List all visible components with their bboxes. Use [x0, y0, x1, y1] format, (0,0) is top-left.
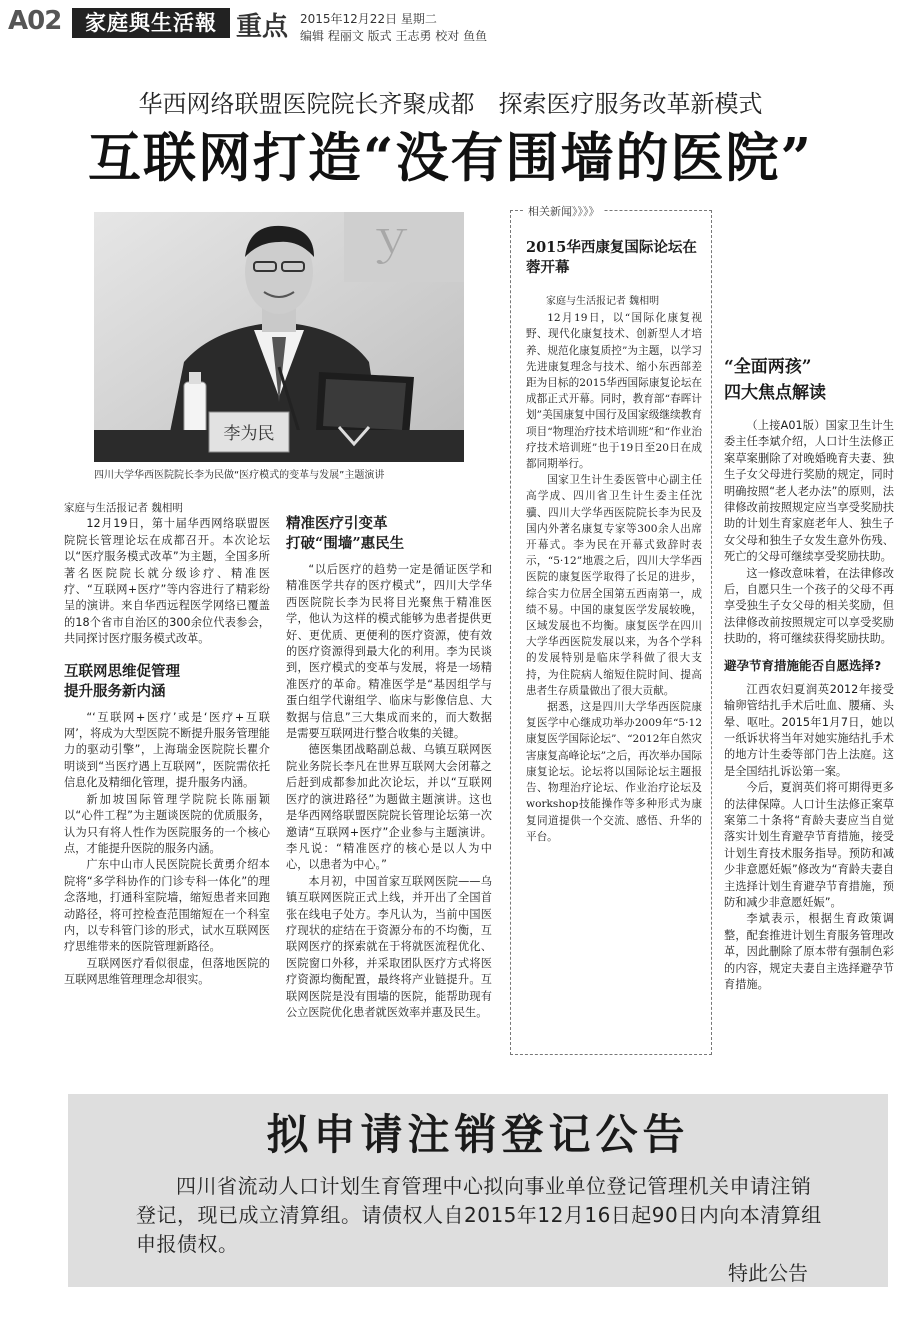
- sidebar-paragraph: （上接A01版）国家卫生计生委主任李斌介绍，人口计生法修正案草案删除了对晚婚晚育夫妻、独生子女父母进行奖励的规定，同时明确按照“老人老办法”的原则，法律修改前按照规定应当享受奖励扶助的计划生育家庭老年人、独生子女父母和独生子女发生意外伤残、死亡的父母可继续享受奖励扶助。: [724, 419, 894, 564]
- article-paragraph: “‘互联网+医疗’或是‘医疗+互联网’，将成为大型医院不断提升服务管理能力的驱动引擎”，上海瑞金医院院长瞿介明谈到“当医疗遇上互联网”，医院需依托信息化及精细化管理，提升服务内涵。: [64, 710, 270, 790]
- article-column-1: [64, 500, 270, 989]
- main-headline: 互联网打造“没有围墙的医院”: [88, 127, 813, 189]
- sidebar-article-title: “全面两孩” 四大焦点解读: [724, 357, 826, 403]
- article-paragraph: 德医集团战略副总裁、乌镇互联网医院业务院长李凡在世界互联网大会闭幕之后赶到成都参加此次论坛，并以“互联网医疗的演进路径”为题做主题演讲。这也是华西网络联盟医院院长管理论坛第一次邀请“互联网+医疗”企业参与主题演讲。李凡说：“精准医疗的核心是以人为中心，以患者为中心。”: [286, 743, 492, 872]
- article-paragraph: 本月初，中国首家互联网医院——乌镇互联网医院正式上线，并开出了全国首张在线电子处方。李凡认为，当前中国医疗现状的症结在于资源分布的不均衡，互联网医疗的探索就在于将就医流程优化、医院窗口外移，并采取团队医疗方式将医疗资源均衡配置，最终将产业链提升。互联网医院是没有围墙的医院，能帮助现有公立医院优化患者就医效率并惠及民生。: [286, 874, 492, 1019]
- newspaper-logo: 家庭與生活報: [72, 8, 230, 38]
- speaker-photo: [94, 212, 464, 462]
- related-news-paragraph: 12月19日，以“国际化康复视野、现代化康复技术、创新型人才培养、规范化康复质控”为主题，以学习先进康复理念与技术、缩小东西部差距为目标的2015华西国际康复论坛在成都正式开幕。同时，教育部“春晖计划”美国康复中国行及国家级继续教育项目“物理治疗技术培训班”和“作业治疗技术培训班”也于19日至20日在成都同期举行。: [526, 312, 702, 471]
- nameplate-text: 李为民: [223, 424, 275, 444]
- speaker-illustration: [94, 212, 464, 462]
- article-column-2: [286, 514, 492, 1021]
- article-paragraph: “以后医疗的趋势一定是循证医学和精准医学共存的医疗模式”，四川大学华西医院院长李为民将目光聚焦于精准医学，他认为这样的模式能够为患者提供更好、更优质、更便利的医疗资源，使有效的医疗资源得到最大化的利用。李为民谈到，医疗模式的变革与发展，将是一场精准医疗的革命。精准医学是“基因组学与蛋白组学代谢组学、临床与影像信息、大数据与信息”三大集成而来的，而大数据是需要互联网进行整合收集的关键。: [286, 563, 492, 741]
- svg-text:ｙ: ｙ: [369, 212, 413, 263]
- sidebar-paragraph: 李斌表示，根据生育政策调整，配套推进计划生育服务管理改革，因此删除了原本带有强制色彩的内容，规定夫妻自主选择避孕节育措施。: [724, 912, 894, 991]
- article-paragraph: 新加坡国际管理学院院长陈丽颖以“心件工程”为主题谈医院的优质服务，认为只有将人性作为医院服务的一个核心点，才能提升医院的服务内涵。: [64, 792, 270, 855]
- related-news-title: 2015华西康复国际论坛在蓉开幕: [526, 239, 697, 276]
- notice-signoff: 特此公告: [728, 1261, 808, 1285]
- article-paragraph: 广东中山市人民医院院长黄勇介绍本院将“多学科协作的门诊专科一体化”的理念落地，打通科室院墙，缩短患者来回跑动路径，将可控检查范围缩短在一个科室内，以专科管门诊的形式，试水互联网医疗思维带来的医院管理新路径。: [64, 858, 270, 954]
- sidebar-paragraph: 江西农妇夏润英2012年接受输卵管结扎手术后吐血、腰痛、头晕、呕吐。2015年1月7日，她以一纸诉状将当年对她实施结扎手术的地方计生委等部门告上法庭。这是全国结扎诉讼第一案。: [724, 682, 894, 778]
- editor-credits: 编辑 程丽文 版式 王志勇 校对 鱼鱼: [300, 29, 488, 43]
- article-paragraph: 互联网医疗看似很虚，但落地医院的互联网思维管理理念却很实。: [64, 956, 270, 987]
- related-news-body: [526, 294, 702, 845]
- sidebar-subheading: 避孕节育措施能否自愿选择?: [724, 657, 882, 673]
- sidebar-paragraph: 这一修改意味着，在法律修改后，自愿只生一个孩子的父母不再享受独生子女父母的相关奖励，但法律修改前按照规定可以享受奖励扶助的，将可继续获得奖励扶助。: [724, 566, 894, 646]
- section-title: 重点: [236, 12, 289, 42]
- sub-headline: 华西网络联盟医院院长齐聚成都 探索医疗服务改革新模式: [138, 90, 763, 118]
- issue-date: 2015年12月22日 星期二: [300, 12, 437, 26]
- article-paragraph: 12月19日，第十届华西网络联盟医院院长管理论坛在成都召开。本次论坛以“医疗服务模式改革”为主题，全国多所著名医院院长就分级诊疗、精准医疗、“互联网+医疗”等内容进行了精彩纷呈的演讲。来自华西远程医学网络已覆盖的18个省市自治区的300余位代表参会，共同探讨医疗服务模式改革。: [64, 517, 270, 646]
- related-news-byline: 家庭与生活报记者 魏相明: [546, 296, 660, 307]
- page-number: A02: [8, 6, 62, 36]
- article-subheading: 精准医疗引变革 打破“围墙”惠民生: [286, 515, 405, 552]
- related-news-label: 相关新闻》》》》: [524, 203, 604, 219]
- photo-caption: 四川大学华西医院院长李为民做“医疗模式的变革与发展”主题演讲: [94, 470, 385, 481]
- notice-title: 拟申请注销登记公告: [266, 1110, 690, 1159]
- related-news-paragraph: 据悉，这是四川大学华西医院康复医学中心继成功举办2009年“5·12康复医学国际论坛”、“2012年自然灾害康复高峰论坛”之后，再次举办国际康复论坛。论坛将以国际论坛主题报告、物理治疗论坛、作业治疗论坛及workshop技能操作等多种形式为康复同道提供一个交流、感悟、升华的平台。: [526, 701, 702, 843]
- article-subheading: 互联网思维促管理 提升服务新内涵: [64, 662, 180, 700]
- related-news-paragraph: 国家卫生计生委医管中心副主任高学成、四川省卫生计生委主任沈骥、四川大学华西医院院长李为民及国内外著名康复专家等300余人出席开幕式。李为民在开幕式致辞时表示，“5·12”地震之后，四川大学华西医院的康复医学取得了长足的进步，综合实力位居全国第五西南第一，成绩不易。中国的康复医学发展较晚，区域发展也不均衡。康复医学在四川大学华西医院发展以来，为各个学科的发展特别是临床学科做了很大支持，为住院病人缩短住院时间、提高患者生存质量做出了很大贡献。: [526, 474, 702, 697]
- sidebar-paragraph: 今后，夏润英们将可期得更多的法律保障。人口计生法修正案草案第二十条将“育龄夫妻应当自觉落实计划生育避孕节育措施，接受计划生育技术服务指导。预防和减少非意愿妊娠”修改为“育龄夫妻自主选择计划生育避孕节育措施，预防和减少非意愿妊娠”。: [724, 781, 894, 909]
- article-byline: 家庭与生活报记者 魏相明: [64, 502, 183, 514]
- notice-body: 四川省流动人口计划生育管理中心拟向事业单位登记管理机关申请注销登记，现已成立清算组。请债权人自2015年12月16日起90日内向本清算组申报债权。: [136, 1174, 822, 1256]
- sidebar-article-column: [724, 418, 894, 993]
